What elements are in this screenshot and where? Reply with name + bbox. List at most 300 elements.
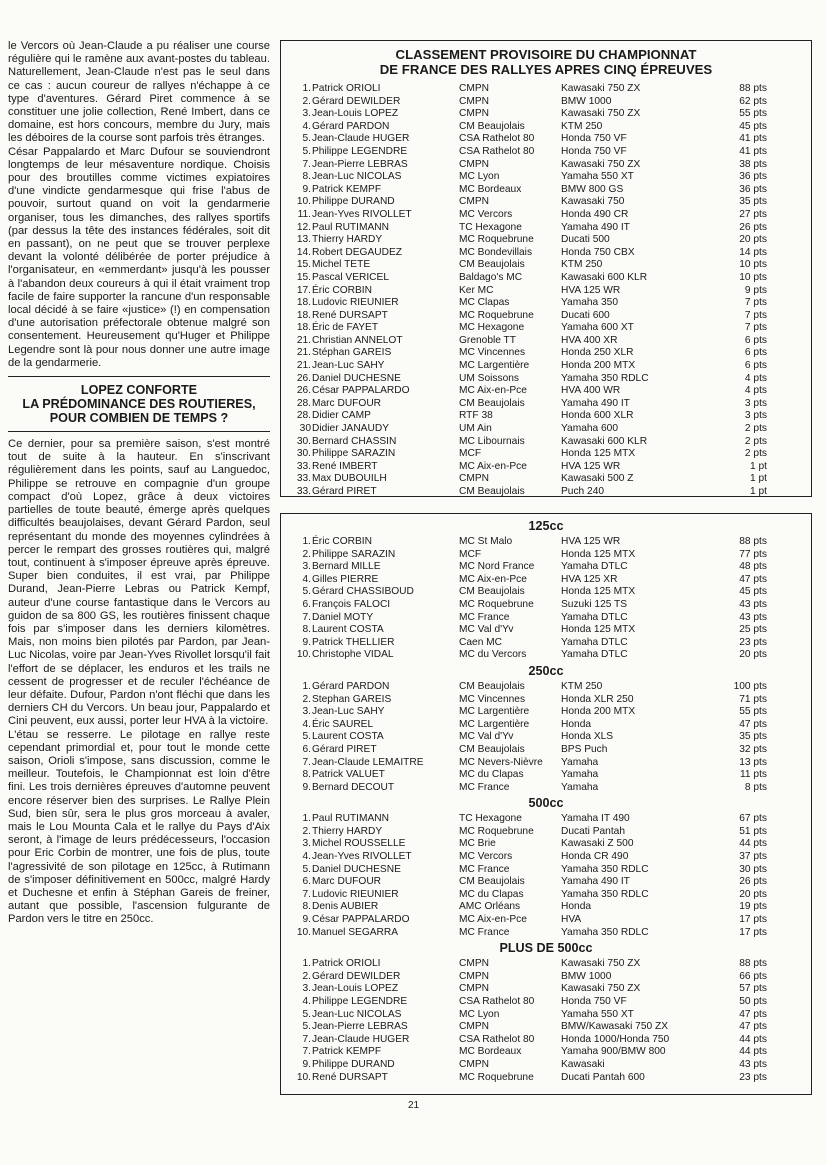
points: 57 pts (739, 983, 767, 995)
club-name: MCF (459, 448, 482, 460)
standing-row (281, 649, 811, 662)
motorcycle: Yamaha DTLC (561, 561, 628, 573)
motorcycle: Yamaha (561, 756, 599, 768)
motorcycle: Honda 125 MTX (561, 548, 636, 560)
rank-cell: 12. (296, 221, 311, 233)
club-name: MC Nevers-Nièvre (459, 756, 543, 768)
rank-cell: 3. (302, 983, 311, 995)
rider-name: Éric CORBIN (312, 284, 372, 296)
points: 7 pts (744, 322, 767, 334)
points: 43 pts (739, 611, 767, 623)
rank-cell: 33. (296, 486, 311, 497)
points: 45 pts (739, 586, 767, 598)
points: 23 pts (739, 636, 767, 648)
rank-cell: 9. (302, 183, 311, 195)
rank-cell: 10. (296, 649, 311, 661)
standing-row (281, 637, 811, 650)
club-name: CMPN (459, 158, 489, 170)
class-heading: 500cc (528, 796, 564, 811)
standing-row (281, 914, 811, 927)
class-heading: PLUS DE 500cc (499, 941, 593, 956)
class-heading: 125cc (528, 519, 564, 533)
rank-cell: 26. (296, 385, 311, 397)
standing-row (281, 448, 811, 461)
rider-name: René IMBERT (312, 460, 378, 472)
rank-cell: 18. (296, 309, 311, 321)
motorcycle: Kawasaki (561, 1058, 605, 1070)
standing-row (281, 259, 811, 272)
club-name: UM Ain (459, 423, 492, 435)
rank-cell: 9. (302, 914, 311, 926)
rider-name: Jean-Louis LOPEZ (312, 108, 399, 120)
motorcycle: Yamaha DTLC (561, 611, 628, 623)
rider-name: Ludovic RIEUNIER (312, 297, 399, 309)
standing-row (281, 927, 811, 940)
rank-cell: 7. (302, 756, 311, 768)
rank-cell: 1. (302, 83, 311, 94)
rider-name: Paul RUTIMANN (312, 813, 389, 825)
standing-row (281, 586, 811, 599)
motorcycle: Honda CR 490 (561, 851, 629, 863)
points: 43 pts (739, 598, 767, 610)
divider (8, 376, 270, 377)
points: 50 pts (739, 996, 767, 1007)
motorcycle: Honda 125 MTX (561, 586, 636, 598)
rank-cell: 1. (302, 813, 311, 825)
standing-row (281, 360, 811, 373)
motorcycle: Honda XLR 250 (561, 693, 634, 705)
rider-name: Éric CORBIN (312, 536, 372, 547)
rank-cell: 30 (299, 423, 311, 435)
motorcycle: Yamaha 350 (561, 297, 619, 309)
rider-name: Marc DUFOUR (312, 397, 382, 409)
club-name: UM Soissons (459, 372, 520, 384)
rider-name: René DURSAPT (312, 1071, 388, 1083)
rank-cell: 15. (296, 259, 311, 271)
points: 26 pts (739, 876, 767, 888)
standing-row (281, 1059, 811, 1072)
rider-name: Éric de FAYET (312, 322, 379, 334)
rank-cell: 15. (296, 271, 311, 283)
motorcycle: Yamaha (561, 769, 599, 781)
rider-name: Gérard CHASSIBOUD (312, 586, 414, 598)
motorcycle: Yamaha 350 RDLC (561, 926, 649, 938)
rank-cell: 10. (296, 926, 311, 938)
points: 20 pts (739, 888, 767, 900)
overall-standings-table (281, 83, 811, 499)
points: 77 pts (739, 548, 767, 560)
rider-name: César PAPPALARDO (312, 385, 410, 397)
rank-cell: 7. (302, 1046, 311, 1058)
club-name: CMPN (459, 196, 489, 208)
standing-row (281, 624, 811, 637)
club-name: CM Beaujolais (459, 876, 525, 888)
rank-cell: 4. (302, 996, 311, 1007)
points: 88 pts (739, 83, 767, 94)
rank-cell: 8. (302, 171, 311, 183)
rider-name: Bernard MILLE (312, 561, 381, 573)
club-name: CM Beaujolais (459, 486, 525, 497)
club-name: MC Hexagone (459, 322, 525, 334)
club-name: MC Largentière (459, 718, 530, 730)
standing-row (281, 561, 811, 574)
rank-cell: 6. (302, 876, 311, 888)
page-number: 21 (407, 1100, 420, 1111)
rank-cell: 33. (296, 473, 311, 485)
motorcycle: Kawasaki 750 ZX (561, 83, 641, 94)
points: 3 pts (744, 410, 767, 422)
rider-name: Jean-Claude HUGER (312, 1033, 410, 1045)
points: 47 pts (739, 1008, 767, 1020)
points: 11 pts (740, 769, 767, 781)
points: 62 pts (739, 95, 767, 107)
standing-row (281, 599, 811, 612)
club-name: CMPN (459, 970, 489, 982)
standing-row (281, 461, 811, 474)
rank-cell: 26. (296, 372, 311, 384)
motorcycle: Honda 490 CR (561, 208, 629, 220)
standing-row (281, 996, 811, 1009)
motorcycle: Yamaha IT 490 (561, 813, 630, 825)
rank-cell: 9. (302, 1058, 311, 1070)
points: 7 pts (744, 297, 767, 309)
club-name: MC Clapas (459, 297, 510, 309)
rank-cell: 28. (296, 410, 311, 422)
motorcycle: BMW 1000 (561, 970, 612, 982)
points: 32 pts (739, 743, 767, 755)
motorcycle: Honda 750 VF (561, 133, 627, 145)
motorcycle: Yamaha DTLC (561, 636, 628, 648)
motorcycle: HVA 400 XR (561, 334, 618, 346)
overall-standings-box (280, 40, 812, 497)
rider-name: César PAPPALARDO (312, 914, 410, 926)
standing-row (281, 744, 811, 757)
club-name: MC Nord France (459, 561, 535, 573)
motorcycle: Kawasaki 500 Z (561, 473, 634, 485)
standing-row (281, 782, 811, 795)
rider-name: Bernard CHASSIN (312, 435, 397, 447)
standing-row (281, 83, 811, 96)
club-name: MC Largentière (459, 706, 530, 718)
club-name: MC du Clapas (459, 888, 524, 900)
rider-name: René DURSAPT (312, 309, 388, 321)
standing-row (281, 1046, 811, 1059)
rider-name: Jean-Claude LEMAITRE (312, 756, 424, 768)
motorcycle: Honda 200 MTX (561, 360, 636, 372)
points: 2 pts (744, 435, 767, 447)
rider-name: Jean-Luc NICOLAS (312, 1008, 402, 1020)
standing-row (281, 813, 811, 826)
rider-name: Daniel DUCHESNE (312, 372, 401, 384)
standing-row (281, 410, 811, 423)
motorcycle: Ducati Pantah 600 (561, 1071, 645, 1083)
club-name: Baldago's MC (459, 271, 523, 283)
club-name: MCF (459, 548, 482, 560)
rank-cell: 33. (296, 460, 311, 472)
rank-cell: 7. (302, 888, 311, 900)
rank-cell: 8. (302, 624, 311, 636)
points: 14 pts (739, 246, 767, 258)
club-name: CMPN (459, 958, 489, 970)
motorcycle: Yamaha DTLC (561, 649, 628, 661)
class-table (281, 958, 811, 1084)
motorcycle: BMW/Kawasaki 750 ZX (561, 1021, 669, 1033)
rank-cell: 30. (296, 435, 311, 447)
standing-row (281, 826, 811, 839)
article-paragraph: L'étau se resserre. Le pilotage en rallye reste cependant primordial et, pour tout le monde cette saison, Orioli s'impose, sans discussion, comme le meilleur. Toutefois, le Championnat est loin d'être fini. Les trois dernières épreuves d'automne peuvent encore réserver bien des surprises. Le Rallye Plein Sud, bien sûr, sera le plus gros morceau à avaler, mais le Lou Mounta Cala et le rallye du Pays d'Aix seront, à l'image de leurs prédécesseurs, l'occasion pour Eric Corbin de montrer, une fois de plus, toute l'agressivité de son pilotage en 125cc, à Rutimann de s'imposer définitivement en 500cc, malgré Hardy et Duchesne et enfin à Stéphan Gareis de freiner, autant que possible, l'ascension fulgurante de Pardon vers le titre en 250cc. (8, 728, 270, 926)
rider-name: Christophe VIDAL (312, 649, 394, 661)
rank-cell: 2. (302, 548, 311, 560)
rank-cell: 30. (296, 448, 311, 460)
motorcycle: Kawasaki 600 KLR (561, 435, 648, 447)
motorcycle: Ducati Pantah (561, 825, 625, 837)
rank-cell: 4. (302, 120, 311, 132)
class-standings-box (280, 513, 812, 1095)
rider-name: Gérard PIRET (312, 486, 377, 497)
rider-name: Éric SAUREL (312, 718, 374, 730)
club-name: MC St Malo (459, 536, 513, 547)
rider-name: Philippe DURAND (312, 196, 395, 208)
standing-row (281, 1009, 811, 1022)
standing-row (281, 96, 811, 109)
standing-row (281, 681, 811, 694)
points: 6 pts (744, 360, 767, 372)
rank-cell: 18. (296, 322, 311, 334)
club-name: CMPN (459, 1021, 489, 1033)
motorcycle: Ducati 500 (561, 234, 610, 246)
club-name: MC Roquebrune (459, 1071, 534, 1083)
standing-row (281, 133, 811, 146)
points: 47 pts (739, 573, 767, 585)
points: 7 pts (744, 309, 767, 321)
motorcycle: Yamaha 490 IT (561, 876, 630, 888)
club-name: AMC Orléans (459, 901, 521, 913)
standing-row (281, 694, 811, 707)
club-name: MC Roquebrune (459, 309, 534, 321)
rank-cell: 5. (302, 133, 311, 145)
motorcycle: HVA 125 WR (561, 460, 621, 472)
rank-cell: 8. (302, 901, 311, 913)
standing-row (281, 1072, 811, 1085)
points: 17 pts (739, 914, 767, 926)
rider-name: Jean-Claude HUGER (312, 133, 410, 145)
rider-name: Patrick VALUET (312, 769, 385, 781)
rider-name: Jean-Yves RIVOLLET (312, 851, 412, 863)
rank-cell: 9. (302, 636, 311, 648)
standing-row (281, 385, 811, 398)
points: 30 pts (739, 863, 767, 875)
club-name: MC Roquebrune (459, 234, 534, 246)
club-name: TC Hexagone (459, 813, 522, 825)
standing-row (281, 196, 811, 209)
rank-cell: 1. (302, 958, 311, 970)
motorcycle: Kawasaki 750 (561, 196, 625, 208)
points: 47 pts (739, 718, 767, 730)
standing-row (281, 1034, 811, 1047)
club-name: MC Val d'Yv (459, 624, 514, 636)
club-name: CM Beaujolais (459, 586, 525, 598)
rank-cell: 1. (302, 536, 311, 547)
rank-cell: 3. (302, 838, 311, 850)
motorcycle: Kawasaki 750 ZX (561, 983, 641, 995)
subheading-line-2: LA PRÉDOMINANCE DES ROUTIERES, POUR COMBIEN DE TEMPS ? (22, 397, 256, 426)
standing-row (281, 234, 811, 247)
rank-cell: 2. (302, 95, 311, 107)
article-paragraph: le Vercors où Jean-Claude a pu réaliser une course régulière qui le ramène aux avant-postes du tableau. Naturellement, Jean-Claude n'est pas le seul dans ce cas : aucun coureur de rallyes n'échappe à ce type d'aventures. Gérard Piret commence à se constituer une jolie collection, René Imbert, dans ce domaine, est hors concours, membre du Jury, mais les déboires de la course sont parfois très étranges. (8, 40, 270, 145)
club-name: CM Beaujolais (459, 120, 525, 132)
rank-cell: 5. (302, 863, 311, 875)
points: 2 pts (744, 423, 767, 435)
club-name: MC Vercors (459, 851, 513, 863)
rider-name: Stéphan GAREIS (312, 347, 392, 359)
club-name: MC du Vercors (459, 649, 527, 661)
motorcycle: Suzuki 125 TS (561, 598, 628, 610)
rank-cell: 3. (302, 706, 311, 718)
points: 10 pts (739, 271, 767, 283)
rider-name: Paul RUTIMANN (312, 221, 389, 233)
motorcycle: KTM 250 (561, 680, 603, 692)
club-name: CSA Rathelot 80 (459, 1033, 535, 1045)
standing-row (281, 297, 811, 310)
standing-row (281, 423, 811, 436)
rank-cell: 5. (302, 731, 311, 743)
motorcycle: KTM 250 (561, 120, 603, 132)
standing-row (281, 757, 811, 770)
rank-cell: 18. (296, 297, 311, 309)
points: 2 pts (744, 448, 767, 460)
standing-row (281, 285, 811, 298)
club-name: MC du Clapas (459, 769, 524, 781)
rider-name: Bernard DECOUT (312, 781, 395, 793)
standing-row (281, 247, 811, 260)
standing-row (281, 731, 811, 744)
points: 38 pts (739, 158, 767, 170)
standing-row (281, 536, 811, 549)
rank-cell: 10. (296, 1071, 311, 1083)
club-name: CMPN (459, 95, 489, 107)
club-name: RTF 38 (459, 410, 493, 422)
club-name: MC Vercors (459, 208, 513, 220)
rider-name: Ludovic RIEUNIER (312, 888, 399, 900)
club-name: MC France (459, 611, 510, 623)
standing-row (281, 706, 811, 719)
points: 23 pts (739, 1071, 767, 1083)
motorcycle: Honda 1000/Honda 750 (561, 1033, 670, 1045)
points: 41 pts (739, 145, 767, 157)
rider-name: Jean-Luc SAHY (312, 706, 385, 718)
club-name: CMPN (459, 983, 489, 995)
club-name: MC Aix-en-Pce (459, 573, 527, 585)
rider-name: Philippe SARAZIN (312, 448, 396, 460)
club-name: CMPN (459, 108, 489, 120)
points: 67 pts (739, 813, 767, 825)
points: 4 pts (744, 385, 767, 397)
points: 26 pts (739, 221, 767, 233)
rank-cell: 11. (297, 208, 311, 220)
rank-cell: 2. (302, 825, 311, 837)
standing-row (281, 769, 811, 782)
rider-name: Philippe DURAND (312, 1058, 395, 1070)
motorcycle: Yamaha 550 XT (561, 1008, 634, 1020)
points: 51 pts (739, 825, 767, 837)
rider-name: Thierry HARDY (312, 234, 383, 246)
club-name: MC France (459, 863, 510, 875)
motorcycle: Honda 750 CBX (561, 246, 635, 258)
article-column (8, 40, 270, 927)
points: 10 pts (739, 259, 767, 271)
points: 8 pts (744, 781, 767, 793)
points: 4 pts (744, 372, 767, 384)
rank-cell: 13. (296, 234, 311, 246)
standing-row (281, 901, 811, 914)
points: 6 pts (744, 347, 767, 359)
motorcycle: Yamaha 350 RDLC (561, 863, 649, 875)
points: 3 pts (744, 397, 767, 409)
rider-name: Michel TETE (312, 259, 371, 271)
points: 36 pts (739, 171, 767, 183)
rank-cell: 6. (302, 743, 311, 755)
class-table (281, 681, 811, 794)
motorcycle: Yamaha (561, 781, 599, 793)
standing-row (281, 436, 811, 449)
points: 27 pts (739, 208, 767, 220)
rider-name: Christian ANNELOT (312, 334, 403, 346)
points: 1 pt (750, 486, 767, 497)
points: 36 pts (739, 183, 767, 195)
standing-row (281, 851, 811, 864)
motorcycle: Yamaha 490 IT (561, 221, 630, 233)
points: 43 pts (739, 1058, 767, 1070)
rider-name: Max DUBOUILH (312, 473, 387, 485)
points: 44 pts (739, 838, 767, 850)
motorcycle: Honda 200 MTX (561, 706, 636, 718)
club-name: MC Vincennes (459, 347, 526, 359)
club-name: MC Aix-en-Pce (459, 460, 527, 472)
rider-name: Patrick THELLIER (312, 636, 395, 648)
points: 13 pts (739, 756, 767, 768)
club-name: CMPN (459, 1058, 489, 1070)
club-name: Ker MC (459, 284, 494, 296)
title-line-2: DE FRANCE DES RALLYES APRES CINQ ÉPREUVES (379, 62, 713, 77)
points: 1 pt (750, 473, 767, 485)
rank-cell: 8. (302, 769, 311, 781)
standing-row (281, 222, 811, 235)
article-paragraph: César Pappalardo et Marc Dufour se souviendront longtemps de leur mésaventure nordique. Choisis pour des broutilles comme victimes expiatoires d'une vindicte gendarmesque qui frise l'abus de pouvoir, surtout quand on voit la gendarmerie organiser, tous les dimanches, des rallyes sportifs (par dessus la tête des instances fédérales, soit dit en passant), on ne peut que se trouver perplexe devant la volonté délibérée de porter préjudice à l'organisateur, en «emmerdant» jusqu'à les pousser à l'abandon deux coureurs à qui il était vraiment trop facile de faire supporter la rancune d'un responsable local décidé à se faire «justice» (!) en compensation d'une autorisation préfectorale obtenue malgré son consentement. Heureusement qu'Huger et Philippe Legendre sont là pour nous donner une autre image de la gendarmerie. (8, 145, 270, 369)
club-name: MC France (459, 926, 510, 938)
rank-cell: 9. (302, 781, 311, 793)
class-heading: 250cc (528, 663, 564, 678)
standing-row (281, 574, 811, 587)
standing-row (281, 612, 811, 625)
rider-name: Patrick KEMPF (312, 1046, 382, 1058)
rider-name: Pascal VERICEL (312, 271, 390, 283)
points: 55 pts (739, 108, 767, 120)
club-name: CM Beaujolais (459, 259, 525, 271)
rider-name: Gérard PARDON (312, 680, 390, 692)
club-name: CMPN (459, 83, 489, 94)
motorcycle: Ducati 600 (561, 309, 610, 321)
motorcycle: Yamaha 550 XT (561, 171, 634, 183)
rider-name: Daniel DUCHESNE (312, 863, 401, 875)
points: 41 pts (739, 133, 767, 145)
rider-name: Laurent COSTA (312, 624, 384, 636)
rider-name: Jean-Luc NICOLAS (312, 171, 402, 183)
rider-name: François FALOCI (312, 598, 391, 610)
club-name: MC Val d'Yv (459, 731, 514, 743)
rider-name: Manuel SEGARRA (312, 926, 399, 938)
motorcycle: Kawasaki Z 500 (561, 838, 634, 850)
rider-name: Jean-Luc SAHY (312, 360, 385, 372)
